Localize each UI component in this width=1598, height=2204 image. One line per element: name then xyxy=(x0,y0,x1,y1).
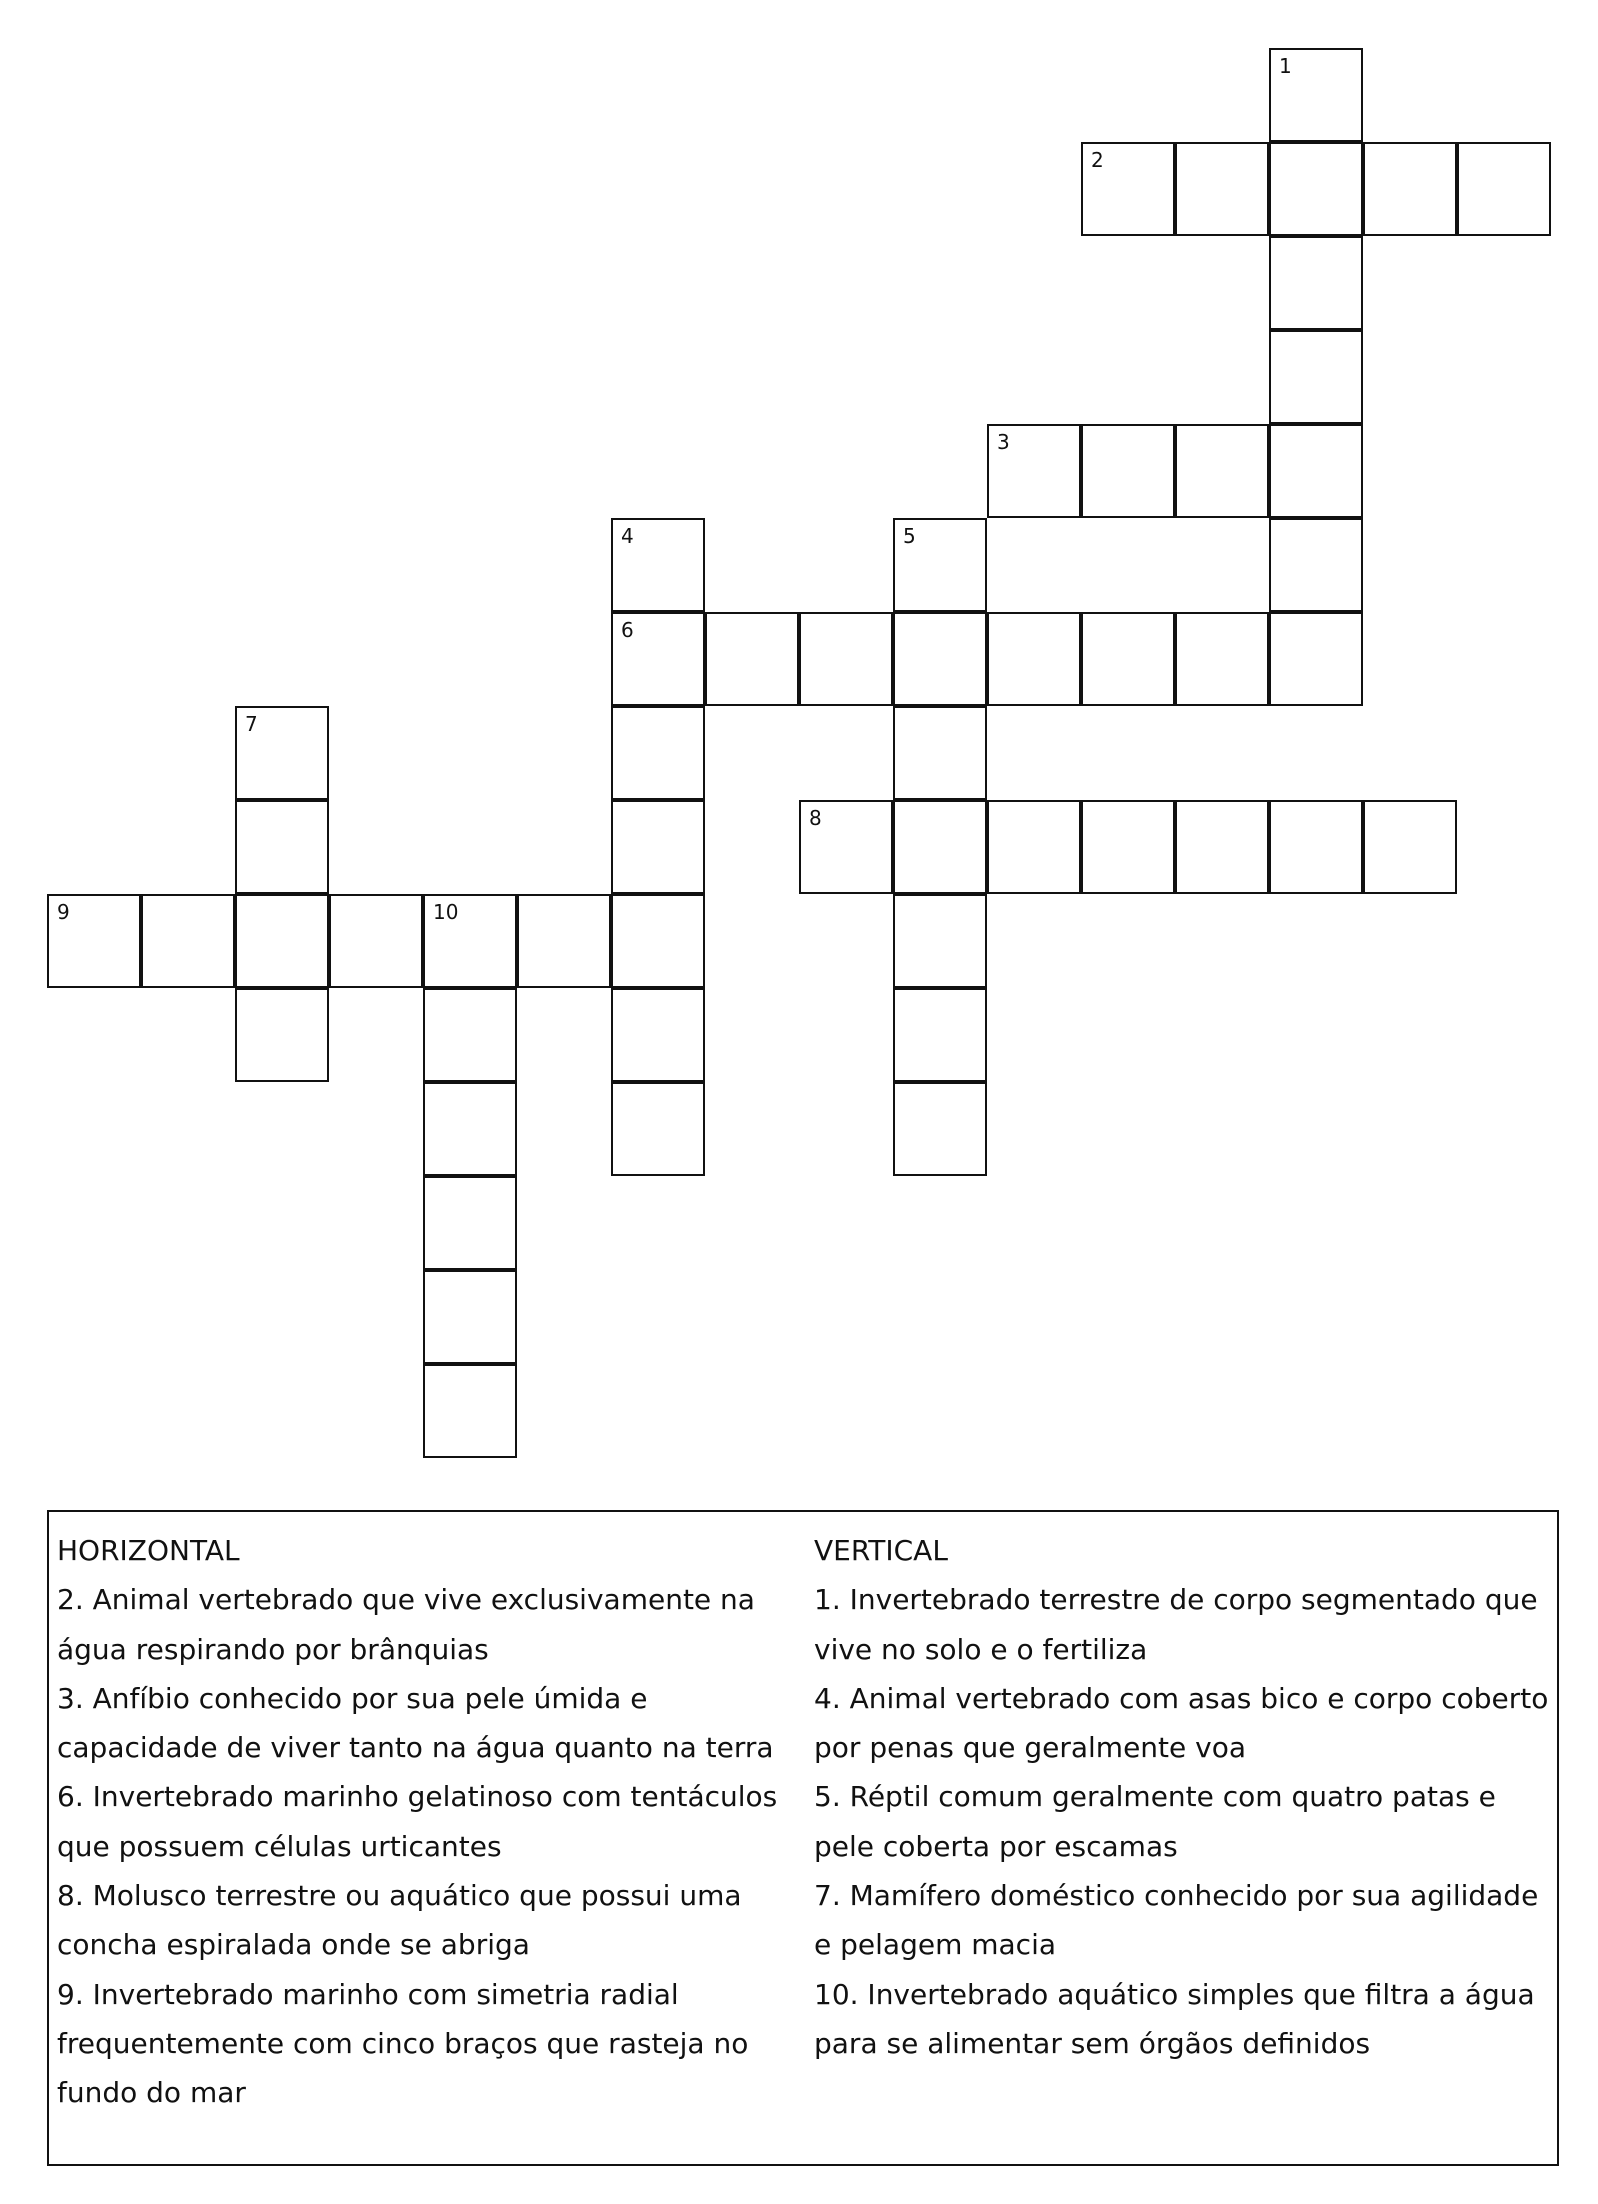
clue-horizontal-8[interactable]: 8. Molusco terrestre ou aquático que possui uma concha espiralada onde se abriga xyxy=(57,1879,742,1962)
grid-cell[interactable] xyxy=(1269,330,1363,424)
clue-horizontal-2[interactable]: 2. Animal vertebrado que vive exclusivamente na água respirando por brânquias xyxy=(57,1583,755,1666)
grid-cell[interactable] xyxy=(1175,424,1269,518)
grid-cell[interactable] xyxy=(893,1082,987,1176)
clue-number: 3 xyxy=(997,430,1010,454)
grid-cell[interactable] xyxy=(47,894,141,988)
grid-cell[interactable] xyxy=(517,894,611,988)
grid-cell[interactable] xyxy=(1175,800,1269,894)
grid-cell[interactable] xyxy=(799,800,893,894)
grid-cell[interactable] xyxy=(799,612,893,706)
grid-cell[interactable] xyxy=(1269,612,1363,706)
vertical-clues xyxy=(814,1526,1554,2068)
grid-cell[interactable] xyxy=(893,518,987,612)
grid-cell[interactable] xyxy=(893,612,987,706)
grid-cell[interactable] xyxy=(1175,142,1269,236)
grid-cell[interactable] xyxy=(329,894,423,988)
grid-cell[interactable] xyxy=(893,988,987,1082)
grid-cell[interactable] xyxy=(1081,142,1175,236)
clue-box xyxy=(47,1510,1559,2166)
clue-number: 8 xyxy=(809,806,822,830)
clue-horizontal-6[interactable]: 6. Invertebrado marinho gelatinoso com tentáculos que possuem células urticantes xyxy=(57,1780,778,1863)
grid-cell[interactable] xyxy=(1269,236,1363,330)
grid-cell[interactable] xyxy=(611,612,705,706)
grid-cell[interactable] xyxy=(893,894,987,988)
clue-number: 4 xyxy=(621,524,634,548)
clue-vertical-1[interactable]: 1. Invertebrado terrestre de corpo segmentado que vive no solo e o fertiliza xyxy=(814,1583,1538,1666)
grid-cell[interactable] xyxy=(987,612,1081,706)
clue-horizontal-9[interactable]: 9. Invertebrado marinho com simetria radial frequentemente com cinco braços que rasteja no fundo do mar xyxy=(57,1977,749,2110)
grid-cell[interactable] xyxy=(141,894,235,988)
clue-number: 10 xyxy=(433,900,459,924)
grid-cell[interactable] xyxy=(987,424,1081,518)
grid-cell[interactable] xyxy=(1363,800,1457,894)
clue-number: 5 xyxy=(903,524,916,548)
clue-vertical-10[interactable]: 10. Invertebrado aquático simples que filtra a água para se alimentar sem órgãos definidos xyxy=(814,1977,1535,2060)
grid-cell[interactable] xyxy=(705,612,799,706)
horizontal-clues xyxy=(57,1526,797,2118)
clue-vertical-7[interactable]: 7. Mamífero doméstico conhecido por sua agilidade e pelagem macia xyxy=(814,1879,1539,1962)
grid-cell[interactable] xyxy=(611,518,705,612)
grid-cell[interactable] xyxy=(235,800,329,894)
grid-cell[interactable] xyxy=(611,800,705,894)
grid-cell[interactable] xyxy=(893,800,987,894)
clue-number: 1 xyxy=(1279,54,1292,78)
grid-cell[interactable] xyxy=(1363,142,1457,236)
clue-number: 6 xyxy=(621,618,634,642)
grid-cell[interactable] xyxy=(1081,424,1175,518)
grid-cell[interactable] xyxy=(611,1082,705,1176)
grid-cell[interactable] xyxy=(1175,612,1269,706)
grid-cell[interactable] xyxy=(1081,612,1175,706)
clue-horizontal-3[interactable]: 3. Anfíbio conhecido por sua pele úmida e capacidade de viver tanto na água quanto na terra xyxy=(57,1681,774,1765)
clue-number: 2 xyxy=(1091,148,1104,172)
clue-vertical-4[interactable]: 4. Animal vertebrado com asas bico e corpo coberto por penas que geralmente voa xyxy=(814,1681,1549,1765)
grid-cell[interactable] xyxy=(235,988,329,1082)
grid-cell[interactable] xyxy=(423,1270,517,1364)
grid-cell[interactable] xyxy=(235,706,329,800)
grid-cell[interactable] xyxy=(1269,518,1363,612)
grid-cell[interactable] xyxy=(235,894,329,988)
clue-number: 7 xyxy=(245,712,258,736)
grid-cell[interactable] xyxy=(423,1176,517,1270)
grid-cell[interactable] xyxy=(893,706,987,800)
grid-cell[interactable] xyxy=(1269,142,1363,236)
grid-cell[interactable] xyxy=(1269,424,1363,518)
grid-cell[interactable] xyxy=(987,800,1081,894)
grid-cell[interactable] xyxy=(1457,142,1551,236)
grid-cell[interactable] xyxy=(423,1364,517,1458)
grid-cell[interactable] xyxy=(611,894,705,988)
grid-cell[interactable] xyxy=(1081,800,1175,894)
grid-cell[interactable] xyxy=(1269,48,1363,142)
vertical-heading: VERTICAL xyxy=(814,1534,948,1567)
grid-cell[interactable] xyxy=(423,1082,517,1176)
clue-number: 9 xyxy=(57,900,70,924)
grid-cell[interactable] xyxy=(423,988,517,1082)
clue-vertical-5[interactable]: 5. Réptil comum geralmente com quatro patas e pele coberta por escamas xyxy=(814,1780,1496,1863)
grid-cell[interactable] xyxy=(611,706,705,800)
grid-cell[interactable] xyxy=(611,988,705,1082)
grid-cell[interactable] xyxy=(1269,800,1363,894)
horizontal-heading: HORIZONTAL xyxy=(57,1534,240,1567)
grid-cell[interactable] xyxy=(423,894,517,988)
